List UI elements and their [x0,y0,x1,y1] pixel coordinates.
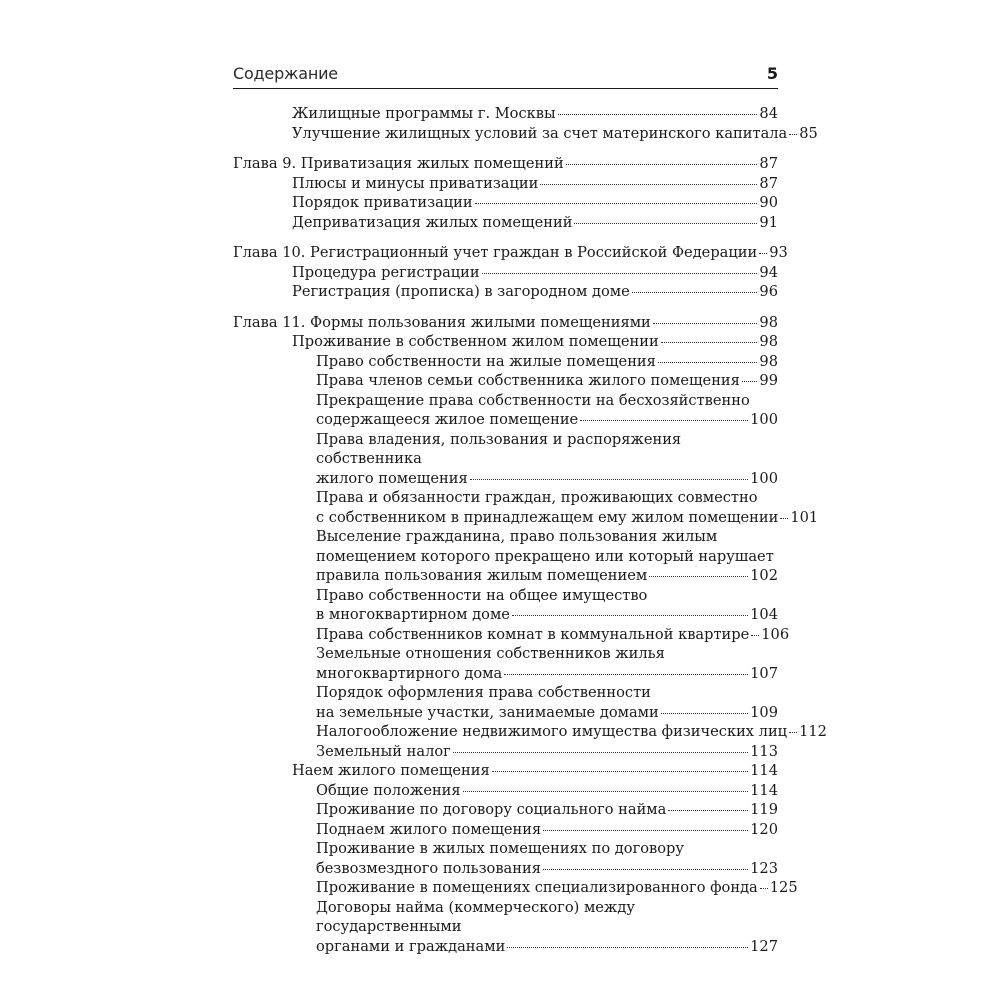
toc-subsection-entry[interactable] [233,800,778,820]
toc-entry-page-number: 84 [759,105,778,122]
toc-entry-page-number: 94 [759,263,778,281]
toc-entry-last-line [292,174,778,194]
toc-entry-last-line [316,371,778,391]
toc-entry-title-line: с собственником в принадлежащем ему жилом помещении [316,508,779,526]
dot-leader [492,771,748,772]
toc-chapter-entry[interactable] [233,154,778,174]
toc-entry-page-number: 120 [750,820,778,838]
toc-section-entry[interactable] [233,193,778,213]
dot-leader [632,292,758,293]
toc-section-entry[interactable] [233,174,778,194]
toc-entry-title-line: Проживание в собственном жилом помещении [292,333,659,350]
toc-entry-page-number: 102 [750,567,778,584]
toc-entry-page-number: 112 [799,723,827,740]
toc-entry-page-number: 114 [750,762,778,779]
toc-entry-title-line: Процедура регистрации [292,263,480,281]
toc-entry-title-line: Земельный налог [316,742,451,760]
toc-entry-page-number: 99 [759,372,778,389]
toc-entry-title-line: Поднаем жилого помещения [316,820,542,838]
toc-entry-title-line: многоквартирного дома [316,664,503,682]
dot-leader [507,947,748,948]
toc-entry-page-number: 114 [750,781,778,799]
toc-section-entry[interactable] [233,761,778,781]
toc-entry-last-line [316,703,778,723]
dot-leader [580,420,748,421]
dot-leader [475,203,758,204]
toc-subsection-entry[interactable] [233,644,778,683]
toc-entry-page-number: 119 [750,801,778,818]
toc-entry-title-line: Регистрация (прописка) в загородном доме [292,283,630,300]
toc-subsection-entry[interactable] [233,488,819,527]
toc-entry-title-line: Договоры найма (коммерческого) между государственными [316,898,635,935]
toc-entry-title-line: Налогообложение недвижимого имущества физических лиц [316,723,788,740]
toc-subsection-entry[interactable] [233,722,827,742]
toc-entry-title-line: Права собственников комнат в коммунальной квартире [316,625,750,643]
toc-subsection-entry[interactable] [233,625,790,645]
toc-entry-last-line [292,104,778,124]
toc-entry-last-line [316,352,778,372]
toc-entry-page-number: 98 [759,352,778,370]
toc-entry-title-line: на земельные участки, занимаемые домами [316,703,659,721]
toc-subsection-entry[interactable] [233,898,778,957]
toc-entry-page-number: 113 [750,742,778,760]
toc-entry-title-line: жилого помещения [316,469,468,487]
toc-entry-last-line [316,508,819,528]
running-head [233,64,778,88]
toc-entry-last-line [316,820,778,840]
dot-leader [751,635,759,636]
toc-entry-title-line: Права и обязанности граждан, проживающих совместно [316,489,758,506]
toc-subsection-entry[interactable] [233,683,778,722]
toc-section-entry[interactable] [233,282,778,302]
dot-leader [649,576,748,577]
toc-entry-title-line: Земельные отношения собственников жилья [316,645,665,662]
toc-entry-title-line: Право собственности на жилые помещения [316,352,656,370]
toc-entry-last-line [316,410,778,430]
toc-subsection-entry[interactable] [233,839,778,878]
toc-section-entry[interactable] [233,124,818,144]
toc-entry-last-line [292,263,778,283]
toc-chapter-entry[interactable] [233,313,778,333]
toc-entry-title-line: Права членов семьи собственника жилого помещения [316,372,740,389]
header-rule [233,88,778,89]
toc-entry-page-number: 106 [761,625,790,643]
toc-entry-page-number: 91 [759,213,778,231]
toc-entry-last-line [316,566,778,586]
toc-entry-page-number: 107 [750,664,778,682]
toc-subsection-entry[interactable] [233,820,778,840]
toc-entry-page-number: 101 [790,508,819,526]
dot-leader [504,674,748,675]
toc-entry-page-number: 125 [769,879,798,896]
dot-leader [482,273,758,274]
toc-entry-page-number: 98 [759,313,778,331]
table-of-contents [233,104,827,956]
dot-leader [760,888,768,889]
toc-entry-title-line: Право собственности на общее имущество [316,586,648,604]
toc-entry-last-line [316,664,778,684]
toc-entry-title-line: Проживание в жилых помещениях по договору [316,840,684,857]
toc-subsection-entry[interactable] [233,781,778,801]
dot-leader [558,114,758,115]
toc-subsection-entry[interactable] [233,430,778,489]
toc-entry-last-line [316,722,827,742]
dot-leader [658,362,758,363]
toc-entry-last-line [316,625,790,645]
toc-entry-last-line [316,469,778,489]
toc-entry-title-line: Порядок оформления права собственности [316,684,651,701]
toc-entry-title-line: Плюсы и минусы приватизации [292,174,539,192]
toc-entry-last-line [292,282,778,302]
toc-chapter-entry[interactable] [233,243,788,263]
toc-entry-last-line [316,742,778,762]
toc-entry-page-number: 100 [750,469,778,487]
toc-entry-page-number: 90 [759,194,778,211]
toc-entry-title-line: в многоквартирном доме [316,606,510,623]
toc-subsection-entry[interactable] [233,391,778,430]
toc-entry-page-number: 93 [769,244,788,261]
toc-entry-title-line: Глава 11. Формы пользования жилыми помещениями [233,313,651,331]
toc-entry-last-line [316,800,778,820]
toc-subsection-entry[interactable] [233,352,778,372]
dot-leader [789,134,797,135]
toc-entry-page-number: 98 [759,333,778,350]
toc-entry-page-number: 87 [759,174,778,192]
toc-entry-last-line [316,781,778,801]
dot-leader [759,253,767,254]
page-number: 5 [766,64,778,83]
toc-entry-title-line: содержащееся жилое помещение [316,411,579,428]
toc-entry-title-line: Глава 9. Приватизация жилых помещений [233,155,564,172]
toc-entry-last-line [233,243,788,263]
dot-leader [780,518,788,519]
toc-subsection-entry[interactable] [233,371,778,391]
toc-entry-page-number: 104 [750,606,778,623]
toc-entry-title-line: безвозмездного пользования [316,859,541,877]
toc-entry-last-line [292,193,778,213]
toc-entry-title-line: Порядок приватизации [292,194,473,211]
toc-entry-title-line: Общие положения [316,781,461,799]
dot-leader [789,732,797,733]
toc-entry-page-number: 96 [759,283,778,300]
toc-section-entry[interactable] [233,213,778,233]
dot-leader [540,184,757,185]
dot-leader [742,381,758,382]
toc-entry-title-line: помещением которого прекращено или который нарушает [316,547,774,565]
toc-entry-last-line [292,124,818,144]
toc-entry-last-line [292,761,778,781]
toc-entry-title-line: Права владения, пользования и распоряжения собственника [316,430,682,467]
toc-entry-title-line: Проживание в помещениях специализированного фонда [316,879,758,896]
toc-entry-title-line: Выселение гражданина, право пользования жилым [316,528,718,545]
toc-entry-page-number: 109 [750,703,778,721]
toc-section-entry[interactable] [233,104,778,124]
toc-entry-last-line [292,332,778,352]
toc-entry-last-line [233,154,778,174]
dot-leader [574,223,757,224]
toc-entry-last-line [316,937,778,957]
toc-entry-page-number: 127 [750,937,778,955]
toc-entry-page-number: 87 [759,155,778,172]
toc-entry-last-line [316,859,778,879]
dot-leader [661,342,758,343]
dot-leader [512,615,748,616]
toc-entry-title-line: Улучшение жилищных условий за счет материнского капитала [292,124,788,142]
toc-entry-title-line: Глава 10. Регистрационный учет граждан в Российской Федерации [233,244,758,261]
toc-entry-title-line: Жилищные программы г. Москвы [292,105,556,122]
toc-entry-title-line: правила пользования жилым помещением [316,567,648,584]
toc-subsection-entry[interactable] [233,527,778,586]
dot-leader [566,164,758,165]
dot-leader [453,752,748,753]
dot-leader [470,479,748,480]
toc-entry-page-number: 123 [750,859,778,877]
toc-section-entry[interactable] [233,263,778,283]
toc-entry-title-line: Проживание по договору социального найма [316,801,667,818]
toc-entry-title-line: Прекращение права собственности на бесхозяйственно [316,391,750,409]
dot-leader [543,830,748,831]
toc-section-entry[interactable] [233,332,778,352]
toc-subsection-entry[interactable] [233,742,778,762]
toc-entry-title-line: Наем жилого помещения [292,762,490,779]
dot-leader [661,713,748,714]
dot-leader [543,869,748,870]
toc-entry-last-line [292,213,778,233]
toc-entry-title-line: Деприватизация жилых помещений [292,213,573,231]
toc-entry-last-line [316,878,798,898]
dot-leader [463,791,749,792]
dot-leader [668,810,748,811]
toc-entry-page-number: 100 [750,411,778,428]
toc-entry-last-line [233,313,778,333]
toc-entry-last-line [316,605,778,625]
toc-subsection-entry[interactable] [233,586,778,625]
dot-leader [653,323,758,324]
running-head-title: Содержание [233,64,338,83]
toc-entry-page-number: 85 [799,124,818,142]
toc-subsection-entry[interactable] [233,878,798,898]
toc-entry-title-line: органами и гражданами [316,937,506,955]
